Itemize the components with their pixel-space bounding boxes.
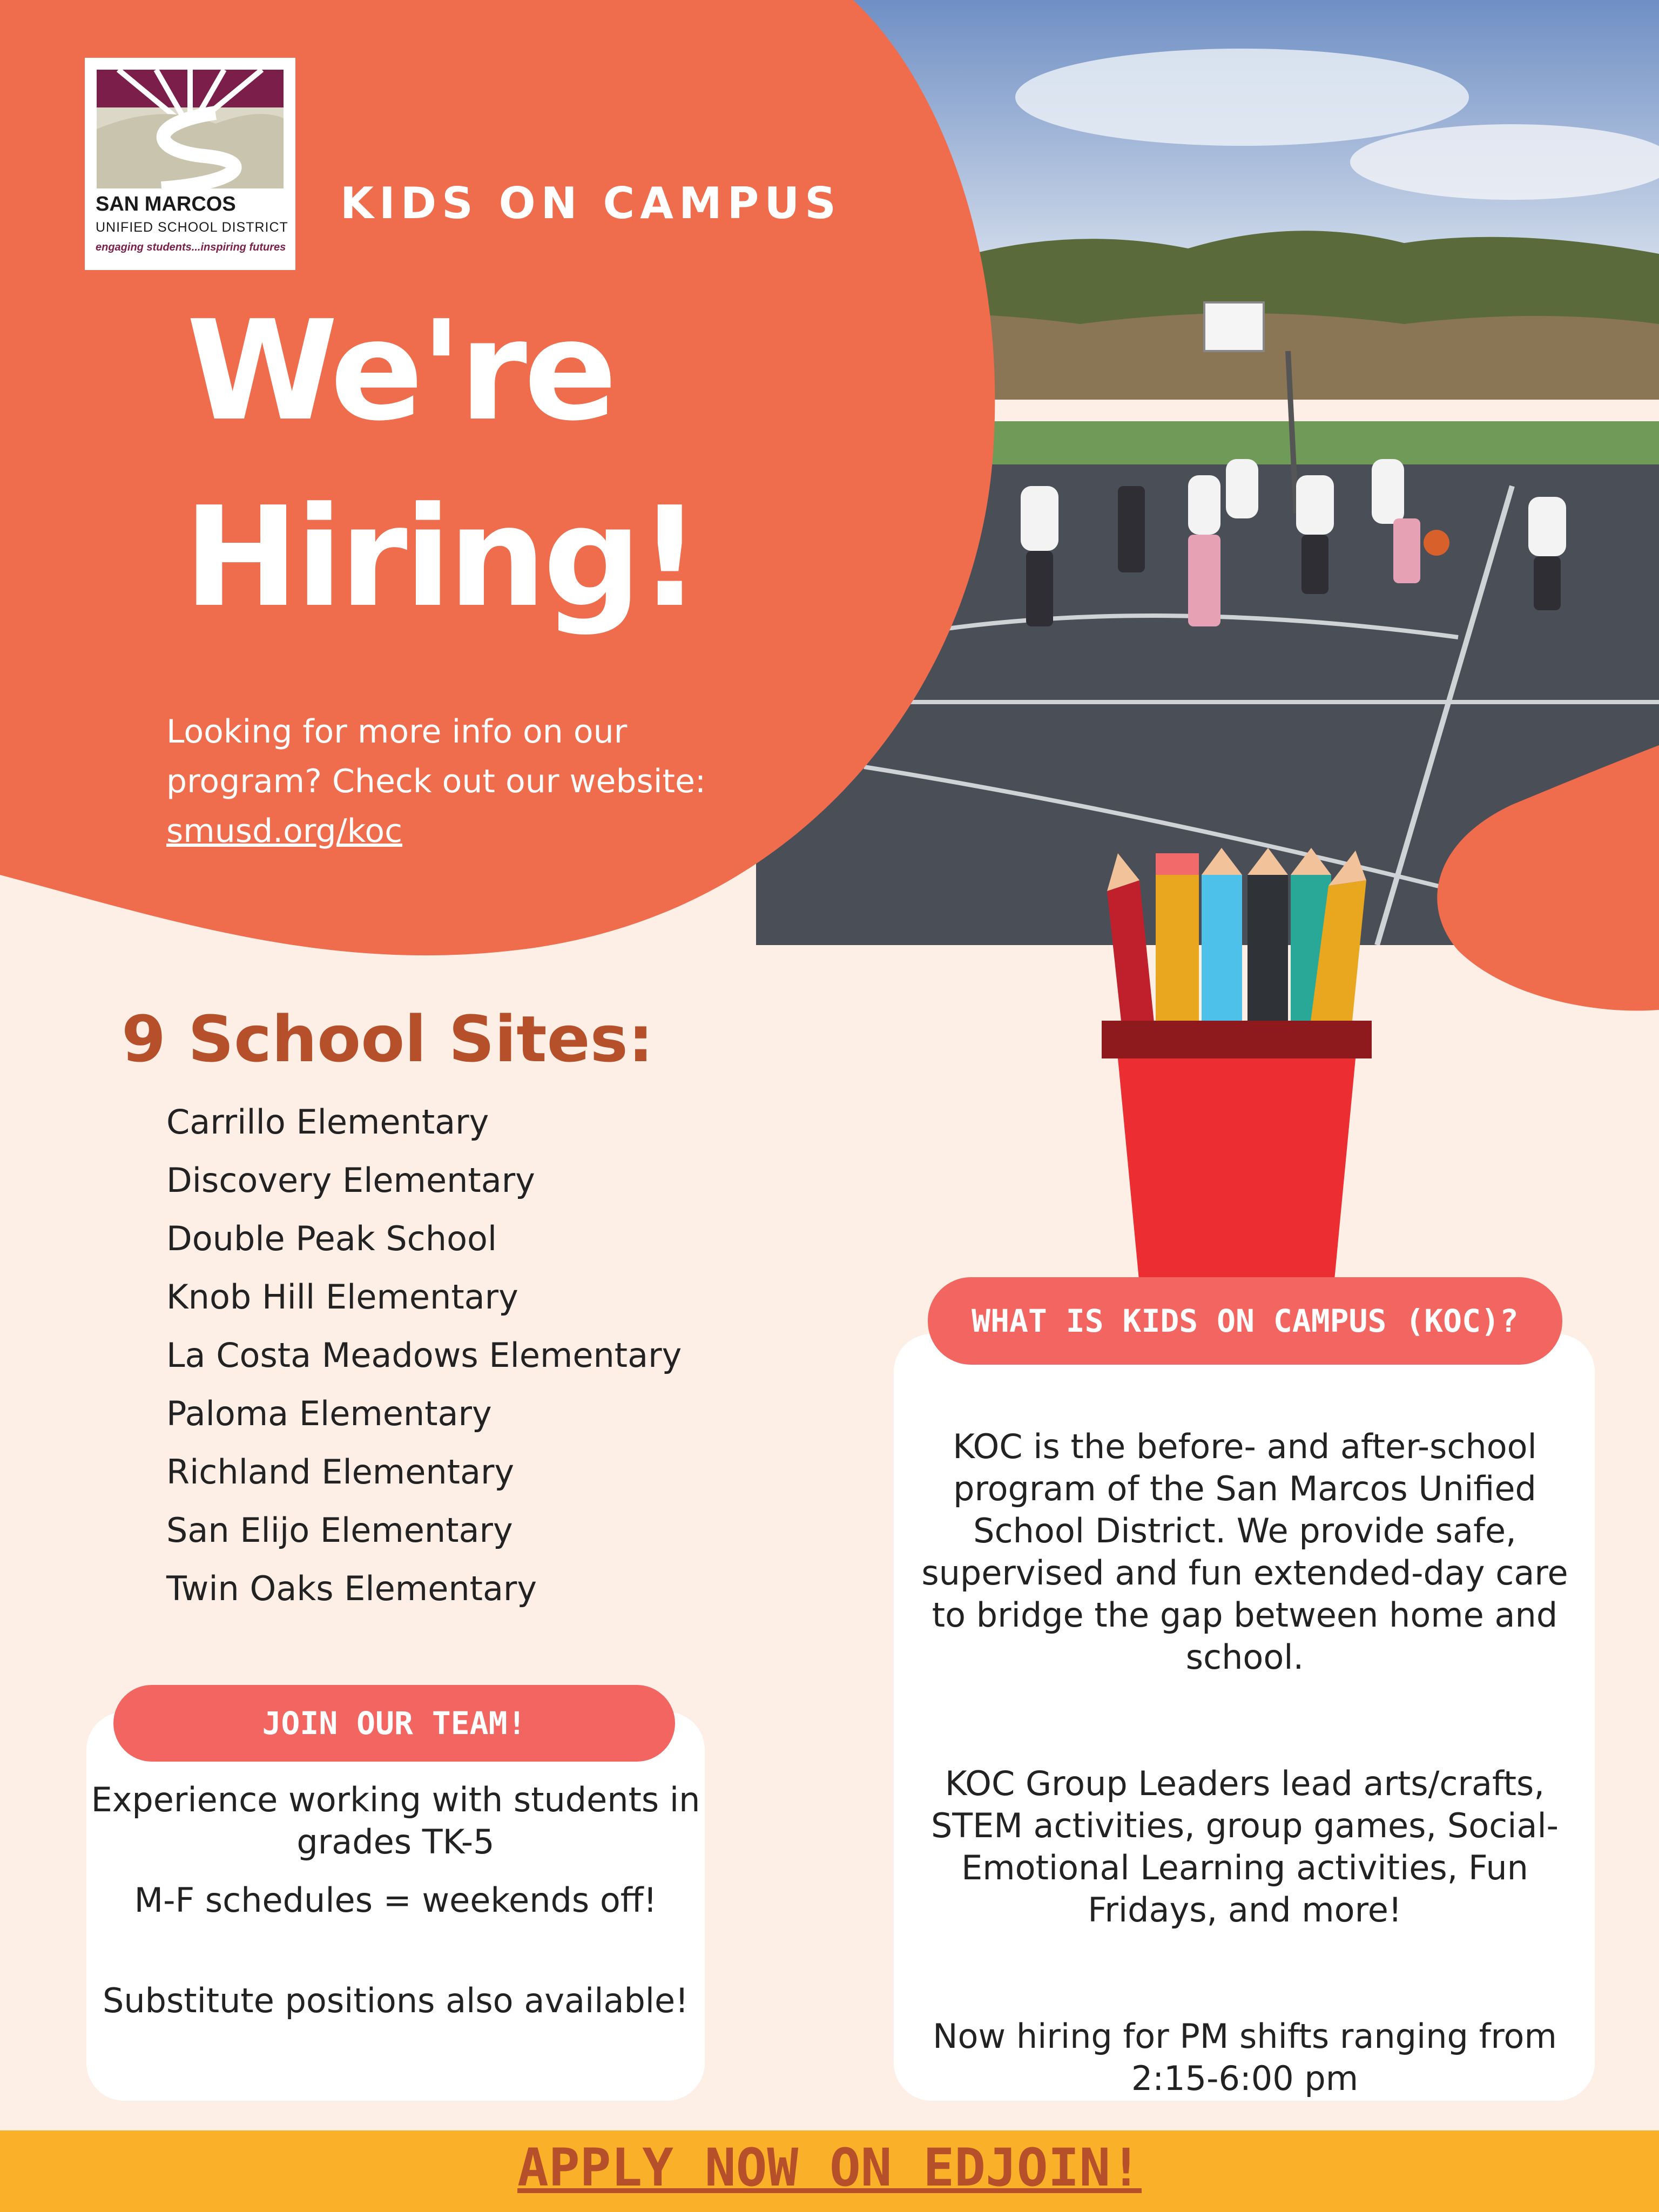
info-text-line2: program? Check out our website: xyxy=(166,763,706,800)
school-site-item: Richland Elementary xyxy=(166,1452,515,1492)
school-site-item: Twin Oaks Elementary xyxy=(166,1569,537,1608)
school-district-logo xyxy=(85,58,295,270)
school-site-item: San Elijo Elementary xyxy=(166,1510,513,1550)
join-requirement-item: Substitute positions also available! xyxy=(102,1981,689,2020)
logo-title: SAN MARCOS xyxy=(96,193,236,215)
pencil-cup-illustration xyxy=(1096,842,1382,1285)
hero-heading-line2: Hiring! xyxy=(184,477,698,638)
join-requirement-item: M-F schedules = weekends off! xyxy=(134,1880,657,1920)
info-text-line1: Looking for more info on our xyxy=(166,713,628,751)
logo-subtitle: UNIFIED SCHOOL DISTRICT xyxy=(96,220,288,235)
school-site-item: Knob Hill Elementary xyxy=(166,1277,518,1317)
school-sites-list xyxy=(166,1101,682,1626)
what-is-koc-title: WHAT IS KIDS ON CAMPUS (KOC)? xyxy=(928,1277,1562,1365)
program-name: KIDS ON CAMPUS xyxy=(340,178,841,228)
apply-now-link[interactable]: APPLY NOW ON EDJOIN! xyxy=(517,2137,1142,2198)
school-site-item: Discovery Elementary xyxy=(166,1161,535,1200)
hero-heading-line1: We're xyxy=(186,291,614,451)
logo-tagline: engaging students...inspiring futures xyxy=(96,241,286,253)
coral-accent-blob xyxy=(1415,745,1659,1015)
website-link[interactable]: smusd.org/koc xyxy=(166,812,403,850)
school-site-item: Double Peak School xyxy=(166,1219,497,1258)
school-site-item: Paloma Elementary xyxy=(166,1394,492,1433)
koc-shifts-paragraph: Now hiring for PM shifts ranging from 2:15-6:00 pm xyxy=(933,2017,1557,2098)
school-site-item: Carrillo Elementary xyxy=(166,1102,489,1142)
school-sites-heading: 9 School Sites: xyxy=(122,1002,654,1076)
join-requirement-item: Experience working with students in grades TK-5 xyxy=(91,1780,700,1862)
school-site-item: La Costa Meadows Elementary xyxy=(166,1336,682,1375)
koc-activities-paragraph: KOC Group Leaders lead arts/crafts, STEM activities, group games, Social-Emotional Learning activities, Fun Fridays, and more! xyxy=(930,1764,1559,1930)
what-is-koc-paragraph: KOC is the before- and after-school program of the San Marcos Unified School District. We provide safe, supervised and fun extended-day care to bridge the gap between home and school. xyxy=(921,1427,1568,1677)
join-team-title: JOIN OUR TEAM! xyxy=(113,1685,675,1762)
district-emblem-icon xyxy=(97,70,284,188)
